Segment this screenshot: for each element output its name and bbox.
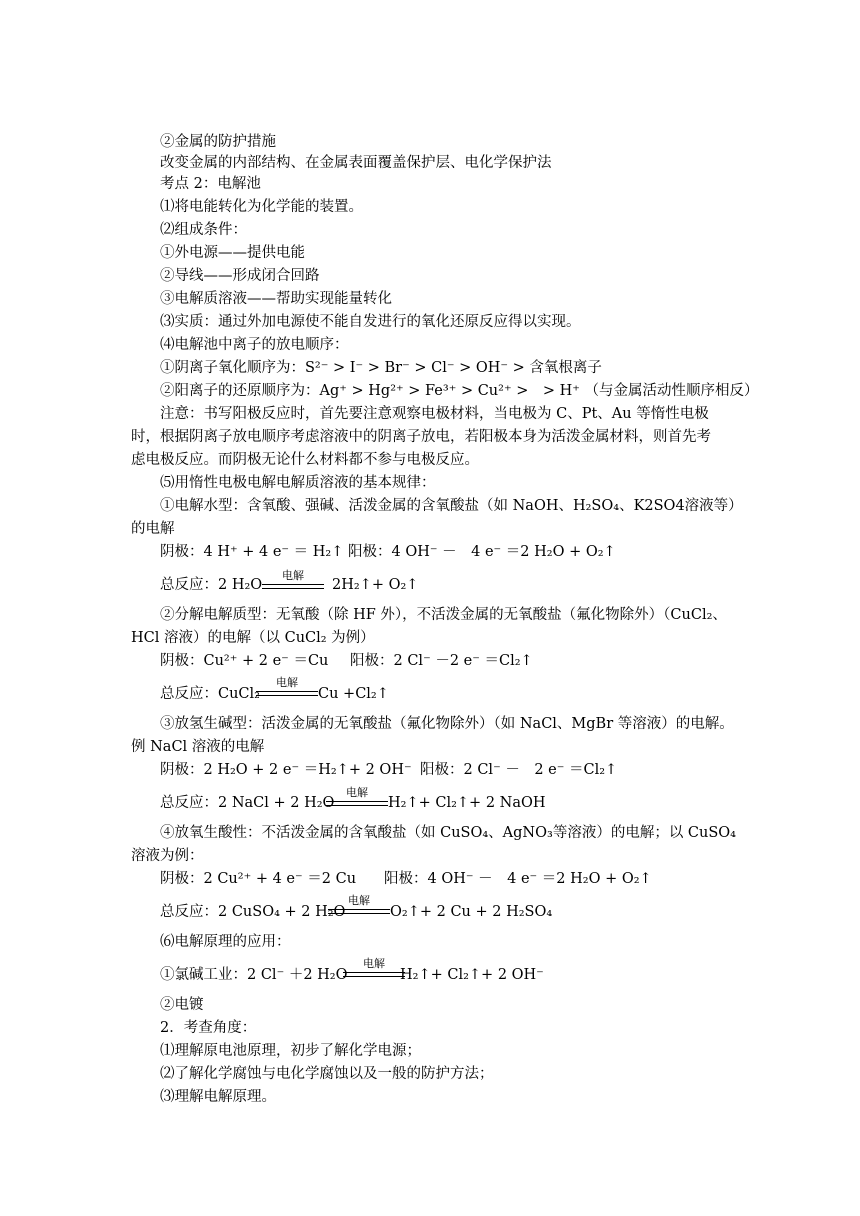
overall-reaction-label: 总反应：2 NaCl + 2 H₂O [160,795,335,811]
text-line: ⑵了解化学腐蚀与电化学腐蚀以及一般的防护方法； [160,1066,494,1082]
cathode-equation: 阴极：Cu²⁺ + 2 e⁻ ＝Cu [160,653,329,669]
text-line: ③电解质溶液——帮助实现能量转化 [160,291,392,307]
text-line: ②分解电解质型：无氧酸（除 HF 外），不活泼金属的无氧酸盐（氟化物除外）（CuCl₂、 [160,607,727,623]
anode-equation: 阳极：4 OH⁻ － 4 e⁻ ＝2 H₂O + O₂↑ [348,544,616,560]
anode-equation: 阳极：2 Cl⁻ －2 e⁻ ＝Cl₂↑ [350,653,533,669]
text-line: 例 NaCl 溶液的电解 [131,739,265,755]
overall-reaction-products: O₂↑+ 2 Cu + 2 H₂SO₄ [390,904,553,920]
text-line: ⑴将电能转化为化学能的装置。 [160,199,363,215]
text-line: ②导线——形成闭合回路 [160,268,320,284]
cathode-equation: 阴极：2 Cu²⁺ + 4 e⁻ ＝2 Cu [160,871,357,887]
text-line: ⑶理解电解原理。 [160,1089,276,1105]
anode-equation: 阳极：4 OH⁻ － 4 e⁻ ＝2 H₂O + O₂↑ [384,871,652,887]
reaction-equals-sign [328,909,390,914]
text-line: 注意：书写阳极反应时，首先要注意观察电极材料，当电极为 C、Pt、Au 等惰性电极 [160,406,709,422]
text-line: 时，根据阴离子放电顺序考虑溶液中的阴离子放电，若阳极本身为活泼金属材料，则首先考 [131,429,711,445]
reaction-condition: 电解 [282,569,304,582]
text-line: 虑电极反应。而阴极无论什么材料都不参与电极反应。 [131,452,479,468]
text-line: ⑷电解池中离子的放电顺序： [160,337,349,353]
reaction-equals-sign [256,691,318,696]
overall-reaction-products: Cu +Cl₂↑ [318,686,389,702]
overall-reaction-products: 2H₂↑+ O₂↑ [332,577,419,593]
reaction-condition: 电解 [348,894,370,907]
chlor-alkali-label: ①氯碱工业：2 Cl⁻ ＋2 H₂O [160,967,348,983]
text-line: ⑸用惰性电极电解电解质溶液的基本规律： [160,475,436,491]
reaction-equals-sign [262,584,324,589]
anode-equation: 阳极：2 Cl⁻ － 2 e⁻ ＝Cl₂↑ [420,762,618,778]
section-heading: 2．考查角度： [160,1020,257,1036]
text-line: ④放氧生酸性：不活泼金属的含氧酸盐（如 CuSO₄、AgNO₃等溶液）的电解；以 CuSO₄ [160,825,736,841]
reaction-condition: 电解 [346,786,368,799]
text-line: ②电镀 [160,997,204,1013]
reaction-condition: 电解 [276,676,298,689]
overall-reaction-label: 总反应：2 H₂O [160,577,263,593]
reaction-condition: 电解 [363,957,385,970]
text-line: ①电解水型：含氧酸、强碱、活泼金属的含氧酸盐（如 NaOH、H₂SO₄、K2SO4溶液等） [160,498,743,514]
cathode-equation: 阴极：4 H⁺ + 4 e⁻ ＝ H₂↑ [160,544,344,560]
reaction-equals-sign [343,972,405,977]
chlor-alkali-products: H₂↑+ Cl₂↑+ 2 OH⁻ [400,967,544,983]
text-line: HCl 溶液）的电解（以 CuCl₂ 为例） [131,630,375,646]
text-line: 溶液为例： [131,848,204,864]
cathode-equation: 阴极：2 H₂O + 2 e⁻ ＝H₂↑+ 2 OH⁻ [160,762,412,778]
text-line: 改变金属的内部结构、在金属表面覆盖保护层、电化学保护法 [160,155,552,171]
reaction-equals-sign [326,801,388,806]
text-line: ⑵组成条件： [160,222,247,238]
text-line: ②阳离子的还原顺序为：Ag⁺ > Hg²⁺ > Fe³⁺ > Cu²⁺ > > H⁺ （与金属活动性顺序相反） [160,383,759,399]
text-line: ②金属的防护措施 [160,134,276,150]
text-line: ③放氢生碱型：活泼金属的无氧酸盐（氟化物除外）（如 NaCl、MgBr 等溶液）的电解。 [160,716,734,732]
overall-reaction-label: 总反应：CuCl₂ [160,686,260,702]
text-line: ①外电源——提供电能 [160,245,305,261]
text-line: ⑶实质：通过外加电源使不能自发进行的氧化还原反应得以实现。 [160,314,581,330]
overall-reaction-label: 总反应：2 CuSO₄ + 2 H₂O [160,904,346,920]
text-line: 的电解 [131,521,175,537]
text-line: ⑹电解原理的应用： [160,934,291,950]
section-heading: 考点 2：电解池 [160,176,261,192]
text-line: ①阴离子氧化顺序为：S²⁻ > I⁻ > Br⁻ > Cl⁻ > OH⁻ > 含氧根离子 [160,360,602,376]
text-line: ⑴理解原电池原理，初步了解化学电源； [160,1043,421,1059]
overall-reaction-products: H₂↑+ Cl₂↑+ 2 NaOH [388,795,546,811]
